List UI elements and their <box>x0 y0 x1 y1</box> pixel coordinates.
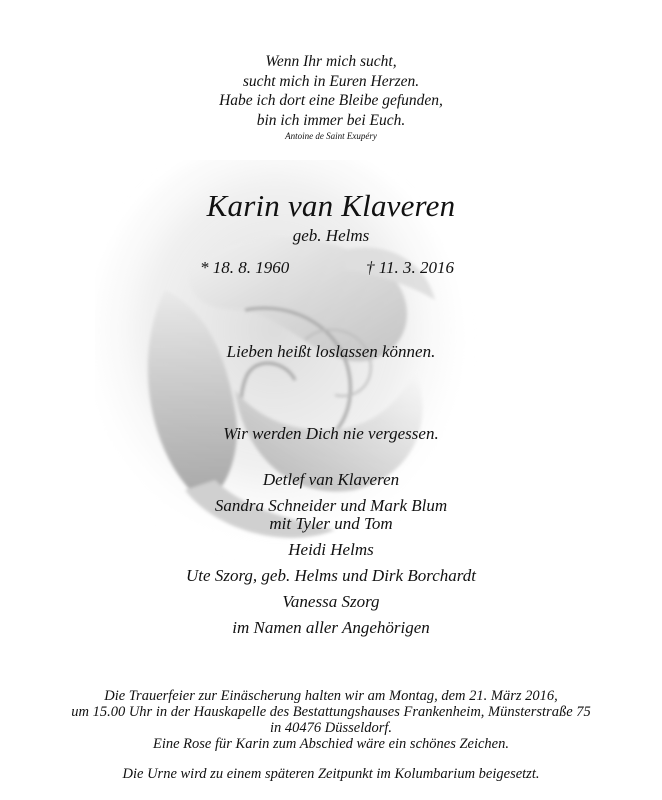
birth-name: geb. Helms <box>292 226 370 245</box>
notice-line: in 40476 Düsseldorf. <box>269 720 393 736</box>
notice-line: Eine Rose für Karin zum Abschied wäre ein schönes Zeichen. <box>152 736 509 752</box>
mourner-entry: Vanessa Szorg <box>282 592 380 611</box>
mourner-entry: Heidi Helms <box>288 540 374 559</box>
urn-notice: Die Urne wird zu einem späteren Zeitpunkt im Kolumbarium beigesetzt. <box>122 766 540 782</box>
deceased-name: Karin van Klaveren <box>206 188 456 223</box>
notice-line: Die Trauerfeier zur Einäscherung halten wir am Montag, dem 21. März 2016, <box>104 688 558 704</box>
mourner-entry: Ute Szorg, geb. Helms und Dirk Borchardt <box>186 566 476 585</box>
poem <box>0 52 662 130</box>
poem-line: Habe ich dort eine Bleibe gefunden, <box>219 92 443 109</box>
mourner-line: Sandra Schneider und Mark Blum <box>214 496 448 515</box>
poem-line: sucht mich in Euren Herzen. <box>242 72 420 90</box>
mourners-list <box>0 471 662 645</box>
funeral-notice <box>0 688 662 752</box>
mourner-line: mit Tyler und Tom <box>269 514 393 533</box>
mourner-entry: Detlef van Klaveren <box>262 470 400 489</box>
notice-line: um 15.00 Uhr in der Hauskapelle des Bestattungshauses Frankenheim, Münsterstraße 75 <box>71 704 591 720</box>
poem-line: Wenn Ihr mich sucht, <box>265 53 397 70</box>
motto-text: Wir werden Dich nie vergessen. <box>223 424 439 443</box>
poem-author: Antoine de Saint Exupéry <box>285 131 377 141</box>
mourner-entry: im Namen aller Angehörigen <box>232 618 430 637</box>
motto-text: Lieben heißt loslassen können. <box>226 342 436 361</box>
poem-line: bin ich immer bei Euch. <box>256 111 406 129</box>
death-date: † 11. 3. 2016 <box>366 258 454 277</box>
birth-date: * 18. 8. 1960 <box>200 258 290 277</box>
mourner-entry <box>0 497 662 533</box>
